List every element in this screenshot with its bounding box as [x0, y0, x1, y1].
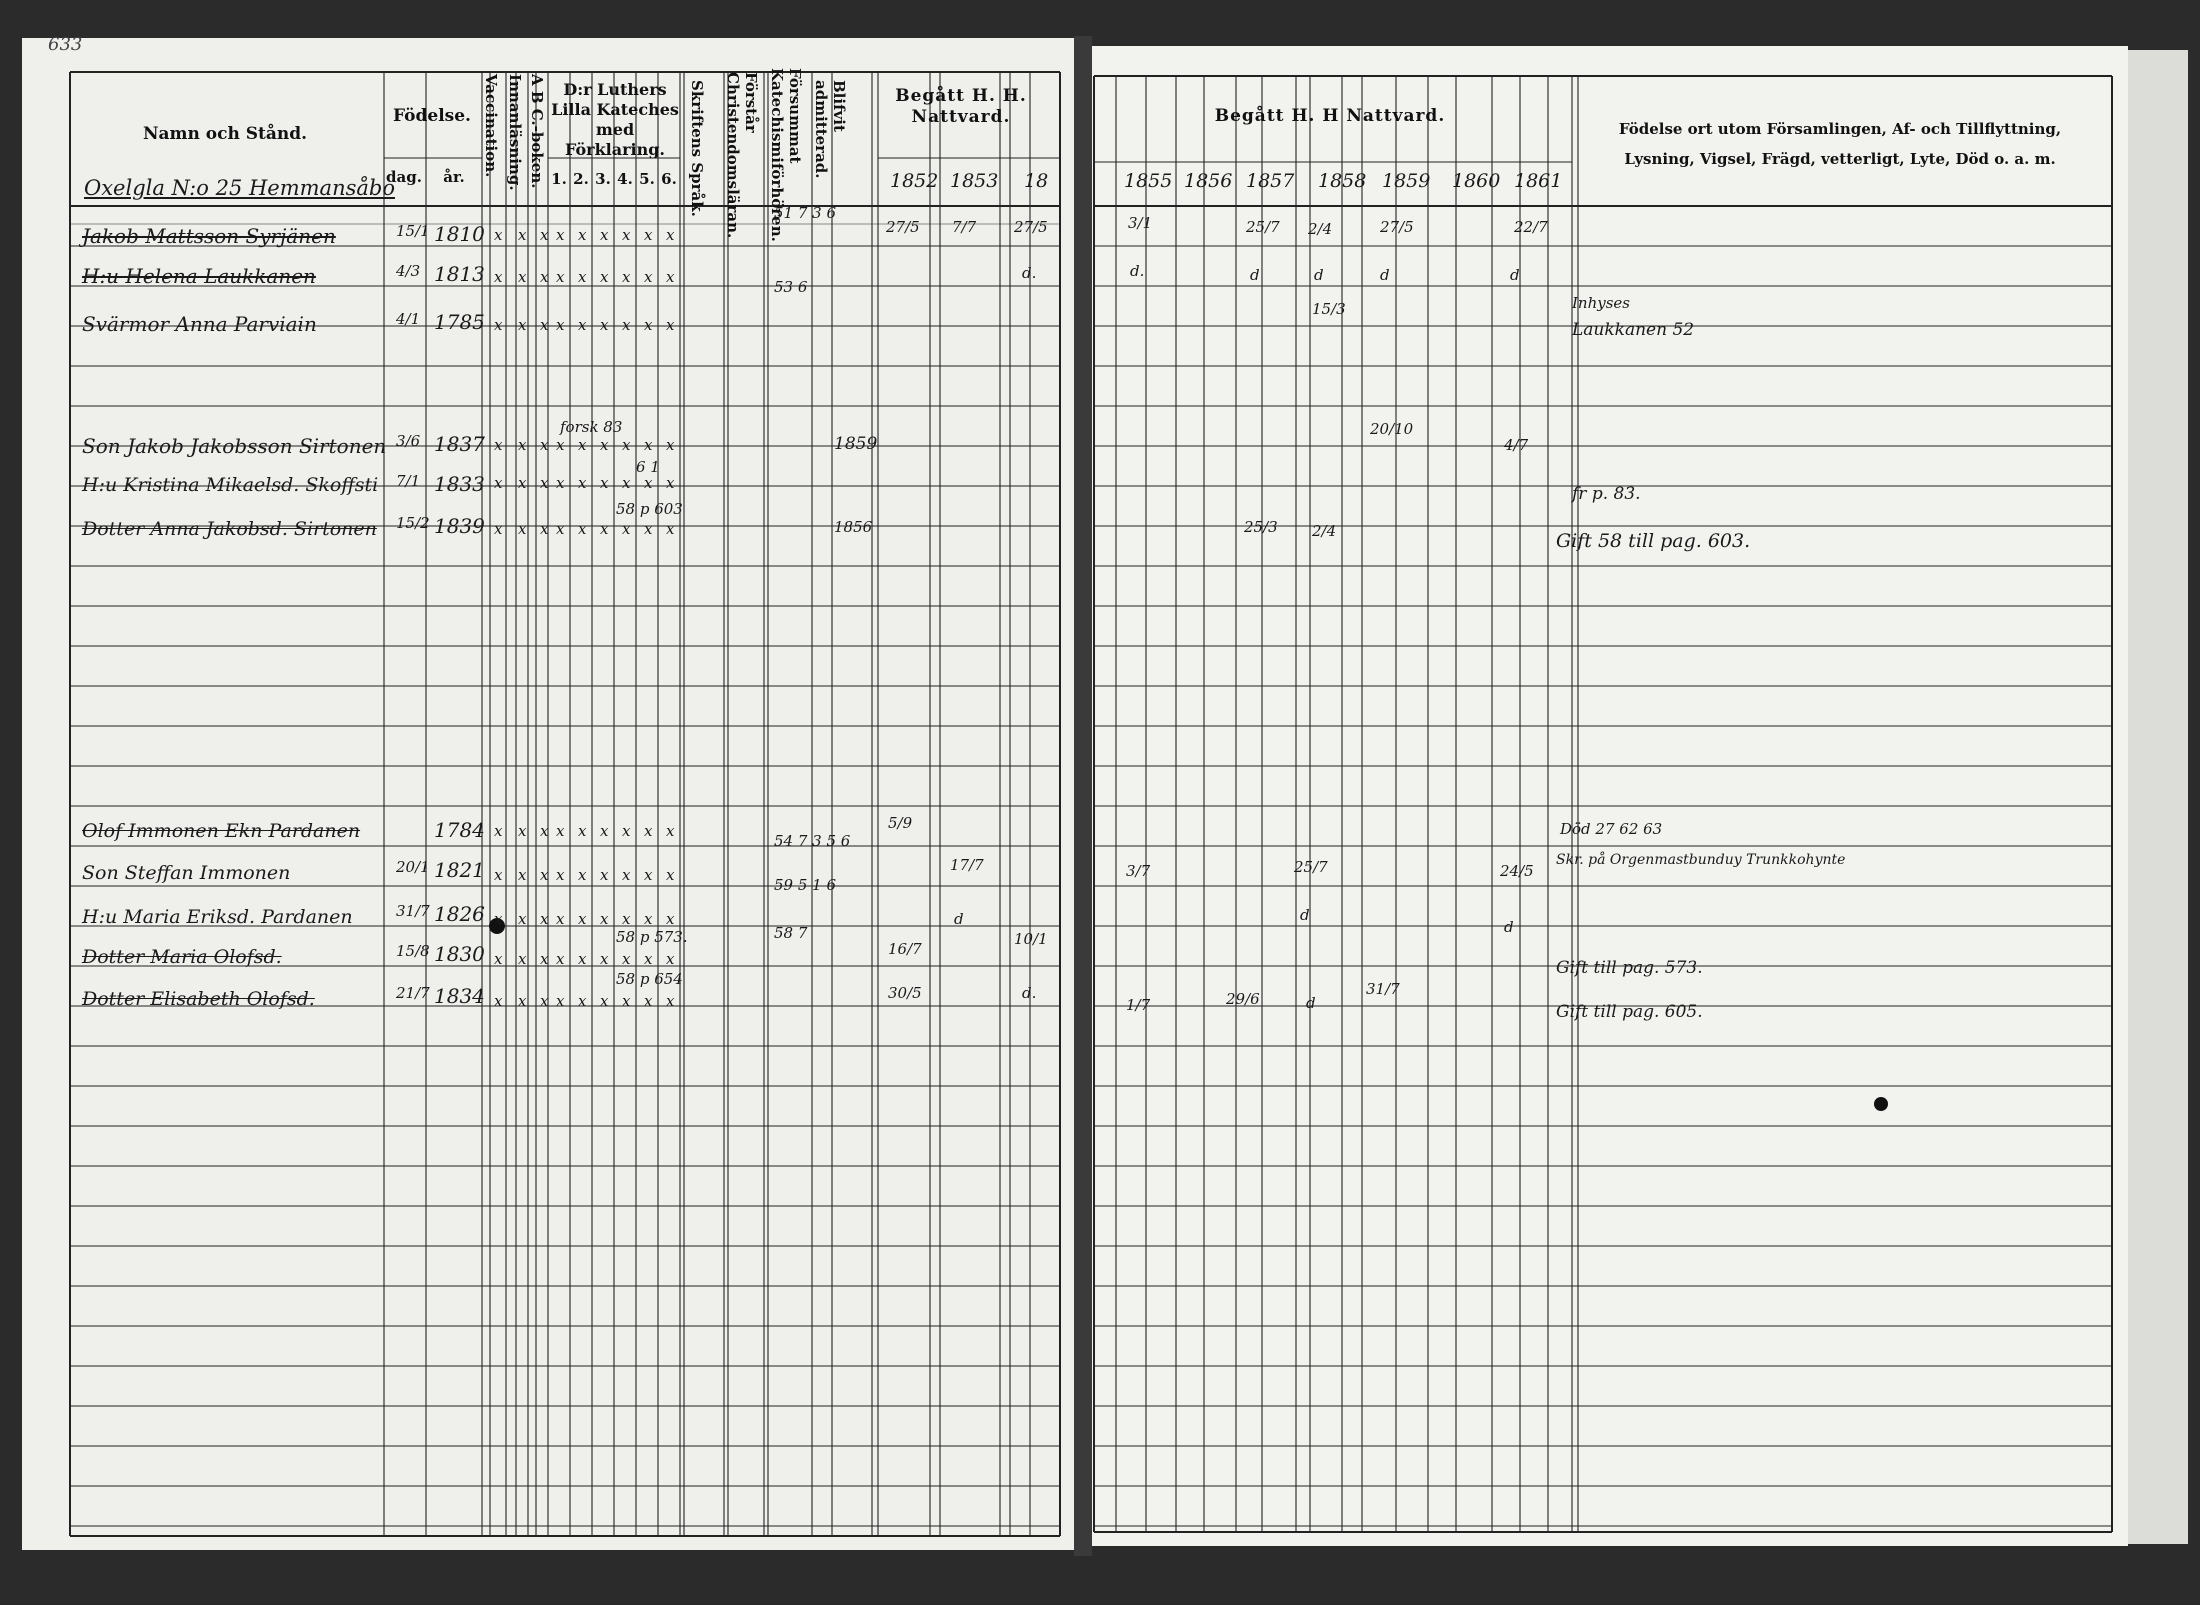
- mark: d: [1504, 918, 1514, 936]
- tick-mark: x: [622, 950, 631, 968]
- tick-mark: x: [578, 992, 587, 1010]
- tick-mark: x: [644, 226, 653, 244]
- mark: 25/7: [1246, 218, 1280, 236]
- tick-mark: x: [556, 474, 565, 492]
- tick-mark: x: [494, 866, 503, 884]
- tick-mark: x: [622, 436, 631, 454]
- tick-mark: x: [540, 910, 549, 928]
- remark-note: fr p. 83.: [1572, 484, 1641, 504]
- tick-mark: x: [556, 520, 565, 538]
- year-1852: 1852: [890, 170, 939, 192]
- person-name: H:u Maria Eriksd. Pardanen: [82, 906, 353, 928]
- tick-mark: x: [518, 950, 527, 968]
- birth-year: 1785: [434, 310, 485, 334]
- tick-mark: x: [622, 226, 631, 244]
- tick-mark: x: [666, 316, 675, 334]
- tick-mark: x: [578, 316, 587, 334]
- tick-mark: x: [540, 226, 549, 244]
- tick-mark: x: [556, 992, 565, 1010]
- tick-mark: x: [666, 822, 675, 840]
- tick-mark: x: [622, 866, 631, 884]
- tick-mark: x: [556, 822, 565, 840]
- tick-mark: x: [644, 436, 653, 454]
- mark: 31/7: [1366, 980, 1400, 998]
- tick-mark: x: [644, 474, 653, 492]
- tick-mark: x: [494, 226, 503, 244]
- communion-1853: d: [954, 910, 964, 928]
- header-abc: A B C.-boken.: [528, 74, 546, 189]
- mark: d: [1380, 266, 1390, 284]
- tick-mark: x: [600, 822, 609, 840]
- year-1857: 1857: [1246, 170, 1295, 192]
- birth-day: 20/1: [396, 858, 430, 876]
- person-name: Svärmor Anna Parviain: [82, 312, 317, 336]
- tick-mark: x: [540, 316, 549, 334]
- birth-day: 3/6: [396, 432, 421, 450]
- communion-1852: 30/5: [888, 984, 922, 1002]
- header-luther: D:r Luthers Lilla Kateches med Förklaring.: [551, 80, 679, 159]
- tick-mark: x: [518, 226, 527, 244]
- tick-mark: x: [540, 950, 549, 968]
- communion-18: 10/1: [1014, 930, 1048, 948]
- tick-mark: x: [622, 992, 631, 1010]
- tick-mark: x: [540, 822, 549, 840]
- tick-mark: x: [644, 822, 653, 840]
- person-name: Son Jakob Jakobsson Sirtonen: [82, 434, 387, 458]
- spine-shadow: [1074, 36, 1092, 1556]
- tick-mark: x: [666, 950, 675, 968]
- mark: 27/5: [1380, 218, 1414, 236]
- tick-mark: x: [578, 910, 587, 928]
- tick-mark: x: [494, 910, 503, 928]
- year-1861: 1861: [1514, 170, 1563, 192]
- birth-year: 1834: [434, 984, 485, 1008]
- tick-mark: x: [578, 822, 587, 840]
- person-name: Olof Immonen Ekn Pardanen: [82, 820, 361, 842]
- tick-mark: x: [518, 316, 527, 334]
- catechism-number: 3.: [595, 170, 611, 188]
- katechism-note: 54 7 3 5 6: [774, 832, 851, 850]
- remark-note: Gift 58 till pag. 603.: [1556, 530, 1751, 552]
- tick-mark: x: [494, 268, 503, 286]
- remark-note: Inhyses: [1572, 294, 1630, 312]
- katechism-note: 6 1: [636, 458, 660, 476]
- tick-mark: x: [578, 520, 587, 538]
- birth-year: 1826: [434, 902, 485, 926]
- header-forstar: Förstår Christendomsläran.: [724, 72, 760, 239]
- header-communion-left: Begått H. H. Nattvard.: [895, 86, 1027, 128]
- header-forsummat: Försummat Katechismiförhören.: [768, 68, 804, 242]
- tick-mark: x: [578, 950, 587, 968]
- mark: 22/7: [1514, 218, 1548, 236]
- birth-year: 1833: [434, 472, 485, 496]
- remark-note: Laukkanen 52: [1572, 320, 1695, 340]
- tick-mark: x: [622, 822, 631, 840]
- tick-mark: x: [494, 950, 503, 968]
- header-innanlasning: Innanläsning.: [506, 74, 524, 191]
- page-edge: [2128, 50, 2188, 1544]
- header-communion-right: Begått H. H Nattvard.: [1214, 106, 1446, 126]
- tick-mark: x: [540, 992, 549, 1010]
- header-birth-year: år.: [443, 168, 465, 186]
- tick-mark: x: [540, 474, 549, 492]
- mark: d: [1306, 994, 1316, 1012]
- tick-mark: x: [578, 268, 587, 286]
- tick-mark: x: [666, 436, 675, 454]
- person-name: H:u Kristina Mikaelsd. Skoffsti: [82, 474, 379, 496]
- household-title: Oxelgla N:o 25 Hemmansåbo: [84, 176, 395, 200]
- person-name: Dotter Maria Olofsd.: [82, 946, 282, 968]
- communion-1852: 5/9: [888, 814, 913, 832]
- header-vaccination: Vaccination.: [482, 74, 500, 178]
- header-birth: Födelse.: [393, 106, 471, 126]
- communion-18: 27/5: [1014, 218, 1048, 236]
- year-1855: 1855: [1124, 170, 1173, 192]
- birth-day: 15/1: [396, 222, 430, 240]
- remark-note: Död 27 62 63: [1560, 820, 1663, 838]
- tick-mark: x: [540, 866, 549, 884]
- tick-mark: x: [600, 316, 609, 334]
- tick-mark: x: [644, 950, 653, 968]
- header-blifvit: Blifvit admitterad.: [812, 80, 848, 179]
- mark: d: [1510, 266, 1520, 284]
- katechism-note: 51 7 3 6: [774, 204, 837, 222]
- communion-1853: 7/7: [952, 218, 977, 236]
- tick-mark: x: [622, 910, 631, 928]
- person-name: Jakob Mattsson Syrjänen: [82, 224, 336, 248]
- tick-mark: x: [600, 866, 609, 884]
- mark: 25/7: [1294, 858, 1328, 876]
- remark-note: Skr. på Orgenmastbunduy Trunkkohynte: [1556, 852, 1846, 868]
- communion-1852: 27/5: [886, 218, 920, 236]
- tick-mark: x: [622, 520, 631, 538]
- mark: 2/4: [1312, 522, 1337, 540]
- mark: 25/3: [1244, 518, 1278, 536]
- mark: 3/7: [1126, 862, 1151, 880]
- katechism-note: 58 p 603: [616, 500, 683, 518]
- person-name: Dotter Elisabeth Olofsd.: [82, 988, 315, 1010]
- tick-mark: x: [540, 520, 549, 538]
- tick-mark: x: [644, 992, 653, 1010]
- tick-mark: x: [600, 474, 609, 492]
- catechism-number: 2.: [573, 170, 589, 188]
- right-page: [1088, 46, 2128, 1546]
- tick-mark: x: [556, 226, 565, 244]
- birth-day: 7/1: [396, 472, 421, 490]
- tick-mark: x: [556, 910, 565, 928]
- communion-18: d.: [1022, 264, 1037, 282]
- year-1856: 1856: [1184, 170, 1233, 192]
- remark-note: Gift till pag. 605.: [1556, 1002, 1703, 1022]
- ink-blot-2: [1874, 1097, 1888, 1111]
- person-name: Son Steffan Immonen: [82, 862, 291, 884]
- katechism-note: 58 p 573.: [616, 928, 688, 946]
- tick-mark: x: [578, 226, 587, 244]
- tick-mark: x: [518, 992, 527, 1010]
- tick-mark: x: [666, 992, 675, 1010]
- tick-mark: x: [494, 992, 503, 1010]
- tick-mark: x: [494, 520, 503, 538]
- tick-mark: x: [556, 950, 565, 968]
- birth-year: 1784: [434, 818, 485, 842]
- tick-mark: x: [622, 474, 631, 492]
- year-18: 18: [1024, 170, 1049, 192]
- birth-day: 15/8: [396, 942, 430, 960]
- tick-mark: x: [666, 474, 675, 492]
- birth-year: 1830: [434, 942, 485, 966]
- tick-mark: x: [518, 520, 527, 538]
- tick-mark: x: [518, 436, 527, 454]
- header-birth-day: dag.: [386, 168, 422, 186]
- year-1859: 1859: [1382, 170, 1431, 192]
- mark: 29/6: [1226, 990, 1260, 1008]
- tick-mark: x: [578, 866, 587, 884]
- mark: 15/3: [1312, 300, 1346, 318]
- tick-mark: x: [518, 866, 527, 884]
- tick-mark: x: [666, 520, 675, 538]
- katechism-note: 53 6: [774, 278, 808, 296]
- tick-mark: x: [578, 474, 587, 492]
- birth-year: 1837: [434, 432, 485, 456]
- header-remarks: Födelse ort utom Församlingen, Af- och Tillflyttning, Lysning, Vigsel, Frägd, vetterligt, Lyte, Död o. a. m.: [1618, 120, 2062, 168]
- page-number: 633: [48, 34, 83, 55]
- birth-day: 21/7: [396, 984, 430, 1002]
- mark: 4/7: [1504, 436, 1529, 454]
- birth-year: 1810: [434, 222, 485, 246]
- catechism-number: 4.: [617, 170, 633, 188]
- tick-mark: x: [600, 910, 609, 928]
- communion-18: d.: [1022, 984, 1037, 1002]
- mark: 2/4: [1308, 220, 1333, 238]
- tick-mark: x: [666, 866, 675, 884]
- year-1860: 1860: [1452, 170, 1501, 192]
- tick-mark: x: [644, 268, 653, 286]
- tick-mark: x: [622, 268, 631, 286]
- birth-day: 4/1: [396, 310, 421, 328]
- birth-day: 4/3: [396, 262, 421, 280]
- tick-mark: x: [556, 316, 565, 334]
- tick-mark: x: [644, 910, 653, 928]
- tick-mark: x: [540, 268, 549, 286]
- tick-mark: x: [600, 268, 609, 286]
- person-name: Dotter Anna Jakobsd. Sirtonen: [82, 518, 377, 540]
- communion-1852: 16/7: [888, 940, 922, 958]
- mark: d.: [1130, 262, 1145, 280]
- birth-day: 31/7: [396, 902, 430, 920]
- tick-mark: x: [494, 316, 503, 334]
- header-name: Namn och Stånd.: [142, 124, 308, 144]
- admitted: 1859: [834, 434, 878, 454]
- tick-mark: x: [644, 866, 653, 884]
- tick-mark: x: [578, 436, 587, 454]
- tick-mark: x: [666, 910, 675, 928]
- catechism-number: 5.: [639, 170, 655, 188]
- catechism-number: 6.: [661, 170, 677, 188]
- mark: 20/10: [1370, 420, 1414, 438]
- tick-mark: x: [556, 436, 565, 454]
- tick-mark: x: [518, 910, 527, 928]
- mark: d: [1250, 266, 1260, 284]
- mark: d: [1300, 906, 1310, 924]
- mark: 3/1: [1128, 214, 1153, 232]
- tick-mark: x: [644, 316, 653, 334]
- tick-mark: x: [666, 268, 675, 286]
- remark-note: Gift till pag. 573.: [1556, 958, 1703, 978]
- tick-mark: x: [518, 822, 527, 840]
- birth-year: 1813: [434, 262, 485, 286]
- admitted: 1856: [834, 518, 873, 536]
- katechism-note: 58 7: [774, 924, 808, 942]
- tick-mark: x: [600, 226, 609, 244]
- katechism-note: 59 5 1 6: [774, 876, 837, 894]
- tick-mark: x: [600, 520, 609, 538]
- tick-mark: x: [518, 268, 527, 286]
- communion-1853: 17/7: [950, 856, 984, 874]
- tick-mark: x: [600, 950, 609, 968]
- tick-mark: x: [644, 520, 653, 538]
- mark: 1/7: [1126, 996, 1151, 1014]
- catechism-number: 1.: [551, 170, 567, 188]
- tick-mark: x: [622, 316, 631, 334]
- header-skriftens: Skriftens Språk.: [688, 80, 706, 217]
- person-name: H:u Helena Laukkanen: [82, 264, 316, 288]
- birth-day: 15/2: [396, 514, 430, 532]
- tick-mark: x: [494, 436, 503, 454]
- katechism-note: 58 p 654: [616, 970, 683, 988]
- tick-mark: x: [556, 866, 565, 884]
- tick-mark: x: [518, 474, 527, 492]
- tick-mark: x: [600, 436, 609, 454]
- tick-mark: x: [556, 268, 565, 286]
- katechism-note: forsk 83: [560, 418, 623, 436]
- year-1858: 1858: [1318, 170, 1367, 192]
- tick-mark: x: [494, 822, 503, 840]
- tick-mark: x: [666, 226, 675, 244]
- birth-year: 1821: [434, 858, 485, 882]
- tick-mark: x: [540, 436, 549, 454]
- year-1853: 1853: [950, 170, 999, 192]
- tick-mark: x: [494, 474, 503, 492]
- birth-year: 1839: [434, 514, 485, 538]
- mark: d: [1314, 266, 1324, 284]
- mark: 24/5: [1500, 862, 1534, 880]
- tick-mark: x: [600, 992, 609, 1010]
